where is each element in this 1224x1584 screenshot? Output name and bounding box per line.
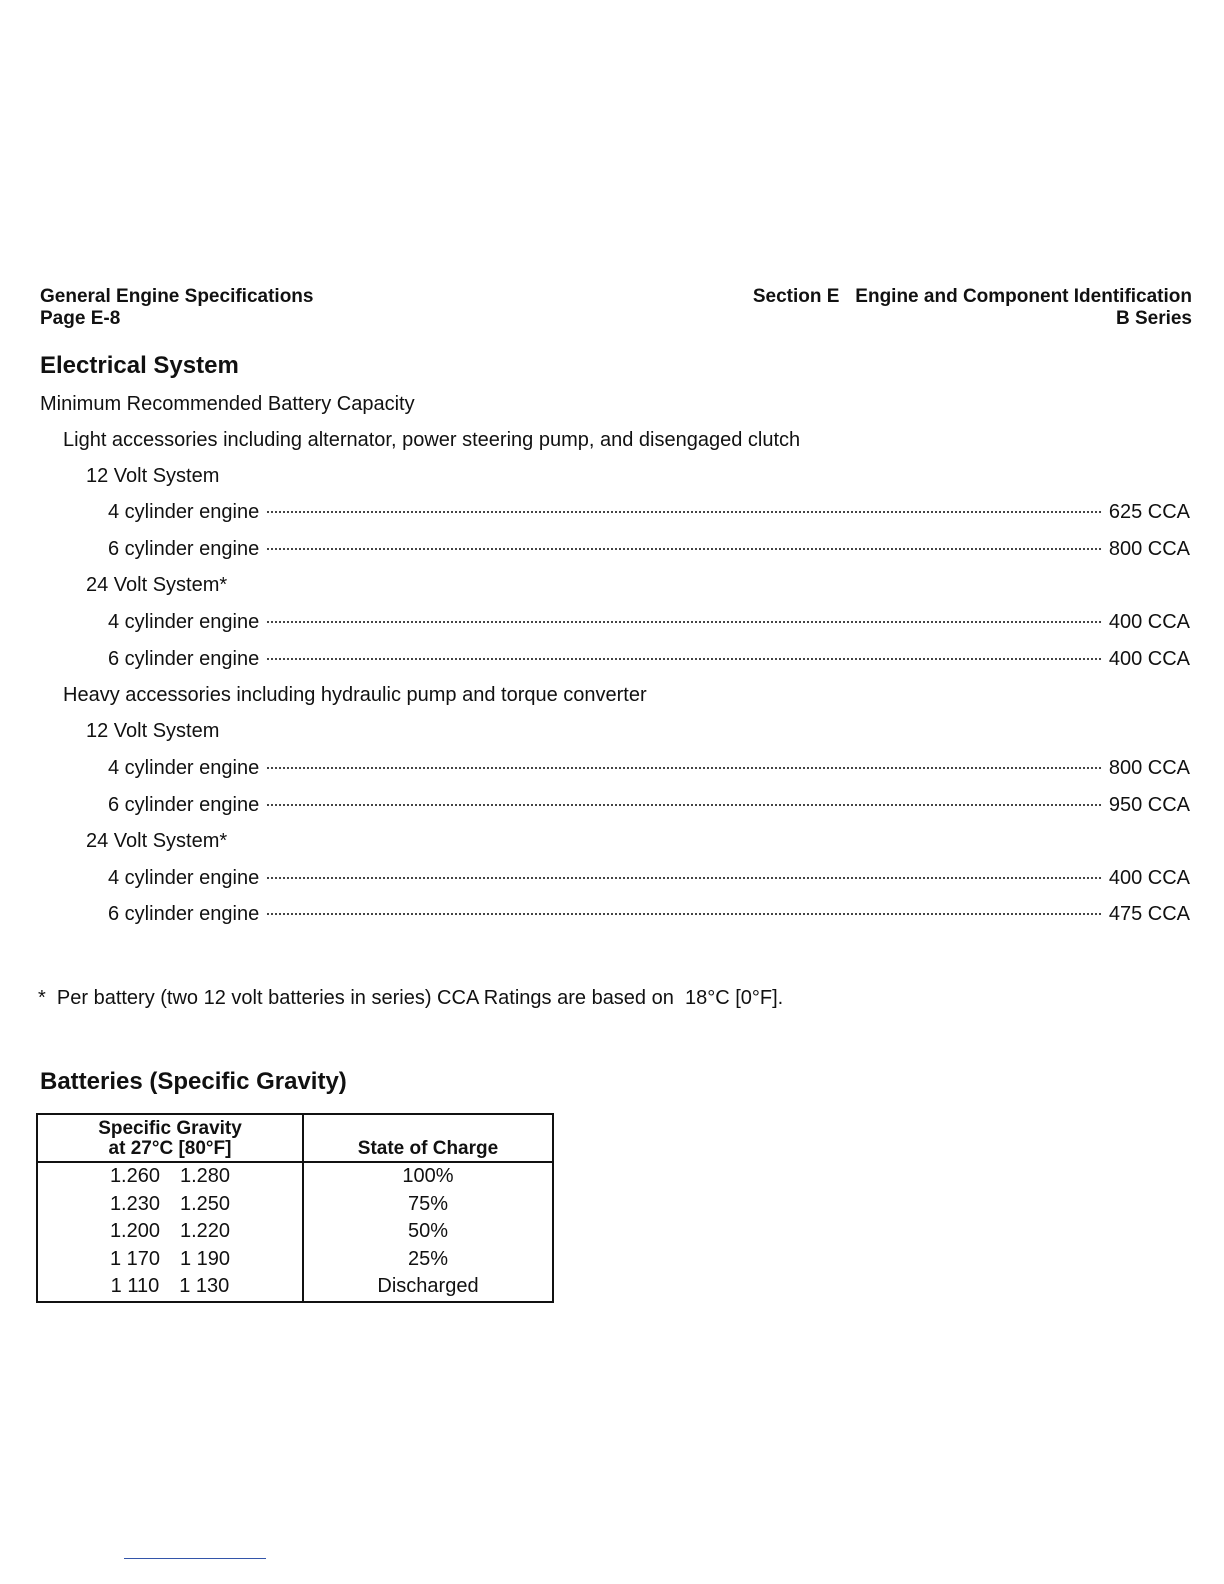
state-cell: Discharged — [377, 1275, 479, 1297]
table-row — [37, 1218, 553, 1246]
dot-leader — [267, 877, 1101, 879]
table-row — [37, 1162, 553, 1191]
header-section-title: Section E Engine and Component Identification — [752, 286, 1192, 307]
dot-leader — [267, 548, 1101, 550]
spec-row — [108, 794, 1190, 817]
sg-low: 1 170 — [109, 1247, 160, 1270]
spec-row-value: 475 CCA — [1108, 903, 1190, 925]
sg-high: 1.220 — [180, 1220, 231, 1242]
sg-low: 1.230 — [109, 1192, 160, 1215]
spec-row — [108, 757, 1190, 780]
spec-row — [108, 648, 1190, 671]
spec-row — [108, 903, 1190, 926]
spec-row-value: 400 CCA — [1108, 867, 1190, 889]
spec-row — [108, 867, 1190, 890]
spec-row-label: 4 cylinder engine — [108, 611, 260, 633]
header-line: at 27°C [80°F] — [108, 1138, 232, 1159]
header-page-number: Page E-8 — [40, 308, 121, 329]
header-line: Specific Gravity — [98, 1118, 242, 1139]
light-12v-label: 12 Volt System — [86, 465, 220, 487]
dot-leader — [267, 621, 1101, 623]
state-of-charge-header: State of Charge — [303, 1114, 553, 1162]
header-series: B Series — [1115, 308, 1192, 329]
spec-row-value: 800 CCA — [1108, 538, 1190, 560]
table-row — [37, 1246, 553, 1274]
spec-row — [108, 501, 1190, 524]
dot-leader — [267, 658, 1101, 660]
dot-leader — [267, 767, 1101, 769]
sg-high: 1 130 — [179, 1275, 230, 1297]
heavy-12v-label: 12 Volt System — [86, 720, 220, 742]
spec-row-label: 6 cylinder engine — [108, 648, 260, 670]
state-cell: 100% — [402, 1165, 454, 1187]
heavy-24v-label: 24 Volt System* — [86, 830, 228, 852]
light-accessories-heading: Light accessories including alternator, power steering pump, and disengaged clutch — [63, 429, 801, 451]
sg-high: 1 190 — [180, 1247, 231, 1270]
page-header-left — [40, 286, 313, 330]
spec-row — [108, 538, 1190, 561]
batteries-heading: Batteries (Specific Gravity) — [40, 1068, 347, 1095]
cca-footnote: * Per battery (two 12 volt batteries in series) CCA Ratings are based on 18°C [0°F]. — [38, 987, 784, 1009]
dot-leader — [267, 511, 1101, 513]
state-cell: 75% — [407, 1192, 449, 1215]
state-cell: 25% — [407, 1247, 449, 1270]
specific-gravity-table — [36, 1113, 554, 1303]
page-header-right — [753, 286, 1192, 330]
battery-capacity-subtitle: Minimum Recommended Battery Capacity — [40, 393, 415, 415]
spec-row — [108, 611, 1190, 634]
spec-row-label: 6 cylinder engine — [108, 538, 260, 560]
sg-low: 1.260 — [109, 1165, 160, 1187]
specific-gravity-cell — [37, 1246, 303, 1274]
state-cell: 50% — [407, 1220, 449, 1242]
spec-row-value: 950 CCA — [1108, 794, 1190, 816]
header-doc-title: General Engine Specifications — [40, 286, 314, 307]
specific-gravity-cell — [37, 1162, 303, 1191]
sg-low: 1.200 — [109, 1220, 160, 1242]
spec-row-label: 4 cylinder engine — [108, 501, 260, 523]
table-header-row — [37, 1114, 553, 1162]
dot-leader — [267, 804, 1101, 806]
dot-leader — [267, 913, 1101, 915]
spec-row-label: 4 cylinder engine — [108, 867, 260, 889]
light-24v-label: 24 Volt System* — [86, 574, 228, 596]
table-row — [37, 1191, 553, 1219]
table-row — [37, 1273, 553, 1302]
spec-row-label: 4 cylinder engine — [108, 757, 260, 779]
spec-row-label: 6 cylinder engine — [108, 903, 260, 925]
heavy-accessories-heading: Heavy accessories including hydraulic pump and torque converter — [63, 684, 647, 706]
bottom-rule — [124, 1558, 266, 1559]
specific-gravity-header — [37, 1114, 303, 1162]
specific-gravity-cell — [37, 1218, 303, 1246]
specific-gravity-cell — [37, 1191, 303, 1219]
spec-row-value: 625 CCA — [1108, 501, 1190, 523]
sg-high: 1.250 — [180, 1192, 231, 1215]
spec-row-value: 800 CCA — [1108, 757, 1190, 779]
sg-low: 1 110 — [110, 1275, 160, 1297]
electrical-system-heading: Electrical System — [40, 352, 239, 379]
spec-row-value: 400 CCA — [1108, 611, 1190, 633]
sg-high: 1.280 — [180, 1165, 231, 1187]
spec-row-label: 6 cylinder engine — [108, 794, 260, 816]
spec-row-value: 400 CCA — [1108, 648, 1190, 670]
specific-gravity-cell — [37, 1273, 303, 1302]
